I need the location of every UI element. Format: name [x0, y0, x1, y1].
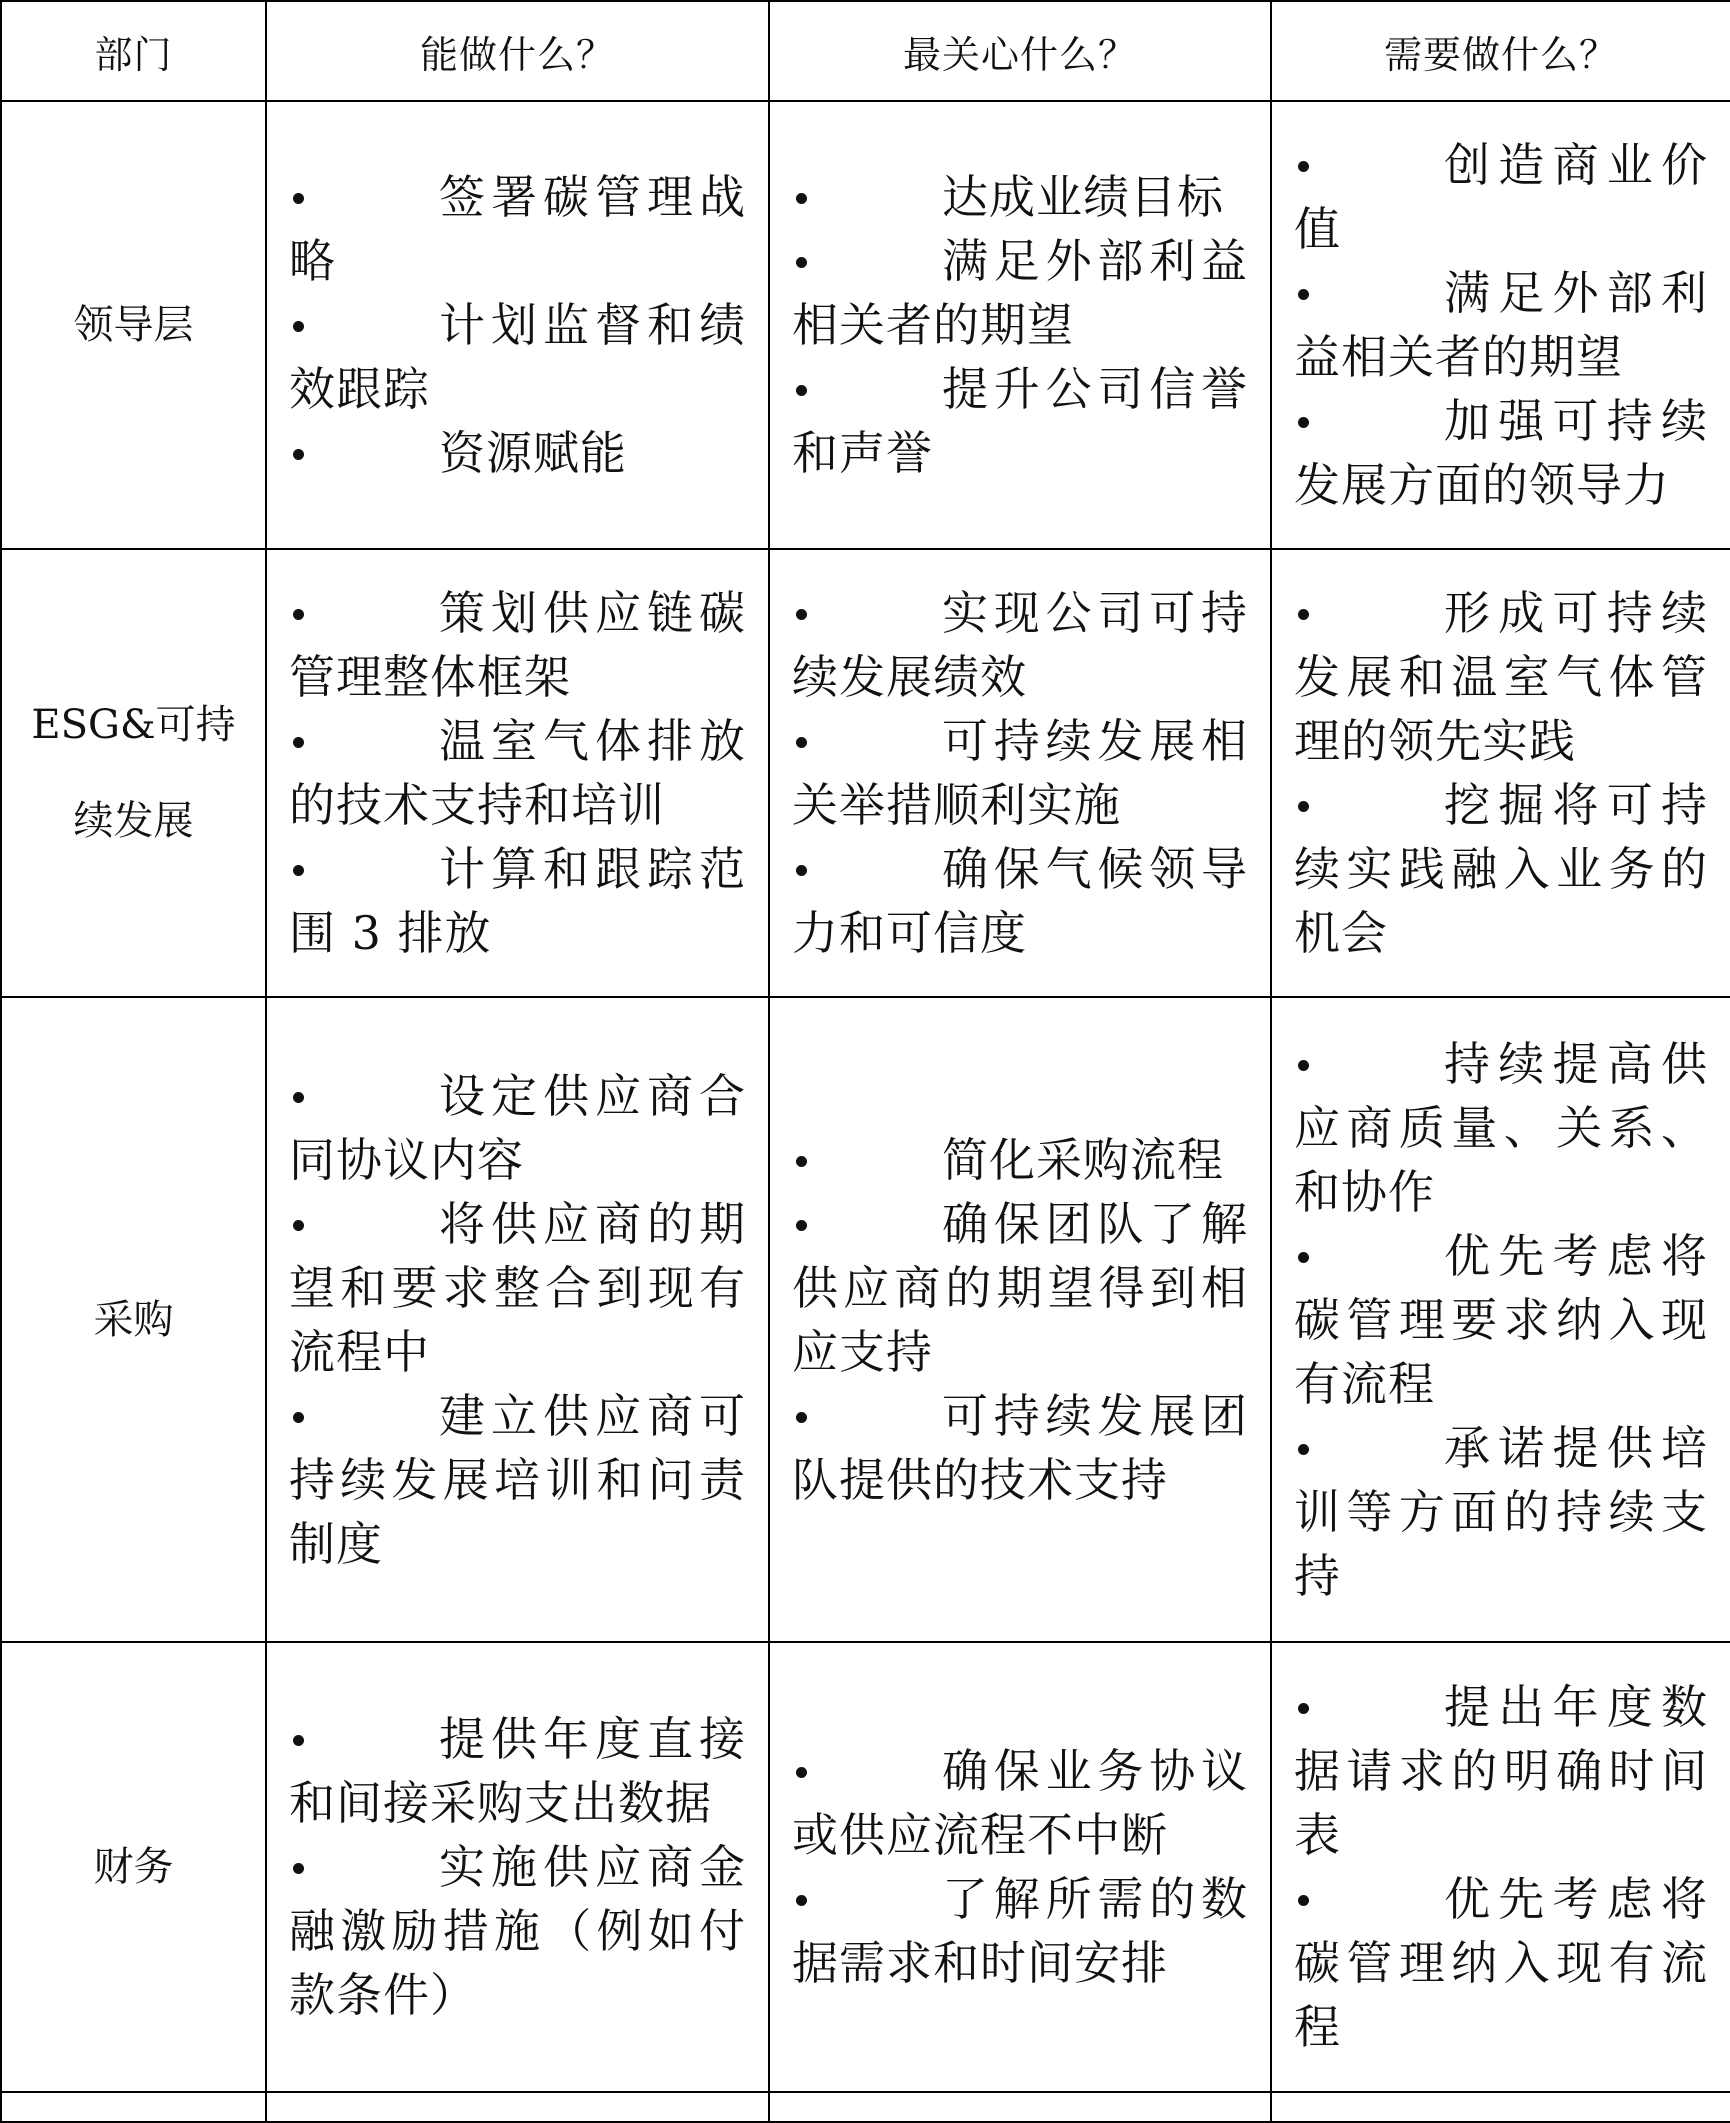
list-item: 持续提高供应商质量、关系、和协作 — [1294, 1032, 1708, 1224]
department-cell: ESG&可持续发展 — [1, 549, 266, 997]
header-cares: 最关心什么？ — [769, 1, 1271, 101]
needs-cell — [1271, 997, 1730, 1642]
table-row — [1, 101, 1730, 549]
list-item: 实现公司可持续发展绩效 — [792, 581, 1248, 709]
department-cell: 领导层 — [1, 101, 266, 549]
list-item: 简化采购流程 — [792, 1128, 1248, 1192]
list-item: 温室气体排放的技术支持和培训 — [289, 709, 746, 837]
cares-cell — [769, 549, 1271, 997]
cares-cell — [769, 997, 1271, 1642]
header-department: 部门 — [1, 1, 266, 101]
list-item: 优先考虑将碳管理纳入现有流程 — [1294, 1867, 1708, 2059]
list-item: 设定供应商合同协议内容 — [289, 1064, 746, 1192]
list-item: 确保团队了解供应商的期望得到相应支持 — [792, 1192, 1248, 1384]
needs-cell — [1271, 101, 1730, 549]
list-item: 将供应商的期望和要求整合到现有流程中 — [289, 1192, 746, 1384]
can-do-cell — [266, 997, 769, 1642]
list-item: 策划供应链碳管理整体框架 — [289, 581, 746, 709]
list-item: 优先考虑将碳管理要求纳入现有流程 — [1294, 1224, 1708, 1416]
needs-cell — [1271, 1642, 1730, 2092]
list-item: 资源赋能 — [289, 421, 746, 485]
can-do-cell — [266, 549, 769, 997]
list-item: 承诺提供培训等方面的持续支持 — [1294, 1416, 1708, 1608]
cares-cell — [769, 1642, 1271, 2092]
list-item: 实施供应商金融激励措施（例如付款条件） — [289, 1835, 746, 2027]
list-item: 可持续发展团队提供的技术支持 — [792, 1384, 1248, 1512]
empty-cell — [266, 2092, 769, 2122]
needs-cell — [1271, 549, 1730, 997]
cares-cell — [769, 101, 1271, 549]
can-do-cell — [266, 101, 769, 549]
list-item: 达成业绩目标 — [792, 165, 1248, 229]
department-cell: 财务 — [1, 1642, 266, 2092]
list-item: 计划监督和绩效跟踪 — [289, 293, 746, 421]
list-item: 提供年度直接和间接采购支出数据 — [289, 1707, 746, 1835]
list-item: 确保气候领导力和可信度 — [792, 837, 1248, 965]
list-item: 确保业务协议或供应流程不中断 — [792, 1739, 1248, 1867]
header-needs: 需要做什么？ — [1271, 1, 1730, 101]
list-item: 可持续发展相关举措顺利实施 — [792, 709, 1248, 837]
list-item: 计算和跟踪范围 3 排放 — [289, 837, 746, 965]
list-item: 形成可持续发展和温室气体管理的领先实践 — [1294, 581, 1708, 773]
table-row — [1, 997, 1730, 1642]
department-cell: 采购 — [1, 997, 266, 1642]
list-item: 提出年度数据请求的明确时间表 — [1294, 1675, 1708, 1867]
list-item: 创造商业价值 — [1294, 133, 1708, 261]
list-item: 提升公司信誉和声誉 — [792, 357, 1248, 485]
list-item: 挖掘将可持续实践融入业务的机会 — [1294, 773, 1708, 965]
empty-cell — [1, 2092, 266, 2122]
list-item: 满足外部利益相关者的期望 — [1294, 261, 1708, 389]
list-item: 满足外部利益相关者的期望 — [792, 229, 1248, 357]
list-item: 了解所需的数据需求和时间安排 — [792, 1867, 1248, 1995]
can-do-cell — [266, 1642, 769, 2092]
header-row — [1, 1, 1730, 101]
list-item: 建立供应商可持续发展培训和问责制度 — [289, 1384, 746, 1576]
empty-cell — [769, 2092, 1271, 2122]
empty-cell — [1271, 2092, 1730, 2122]
header-can-do: 能做什么？ — [266, 1, 769, 101]
table-row — [1, 1642, 1730, 2092]
list-item: 加强可持续发展方面的领导力 — [1294, 389, 1708, 517]
table-row — [1, 549, 1730, 997]
table-row-partial — [1, 2092, 1730, 2122]
list-item: 签署碳管理战略 — [289, 165, 746, 293]
